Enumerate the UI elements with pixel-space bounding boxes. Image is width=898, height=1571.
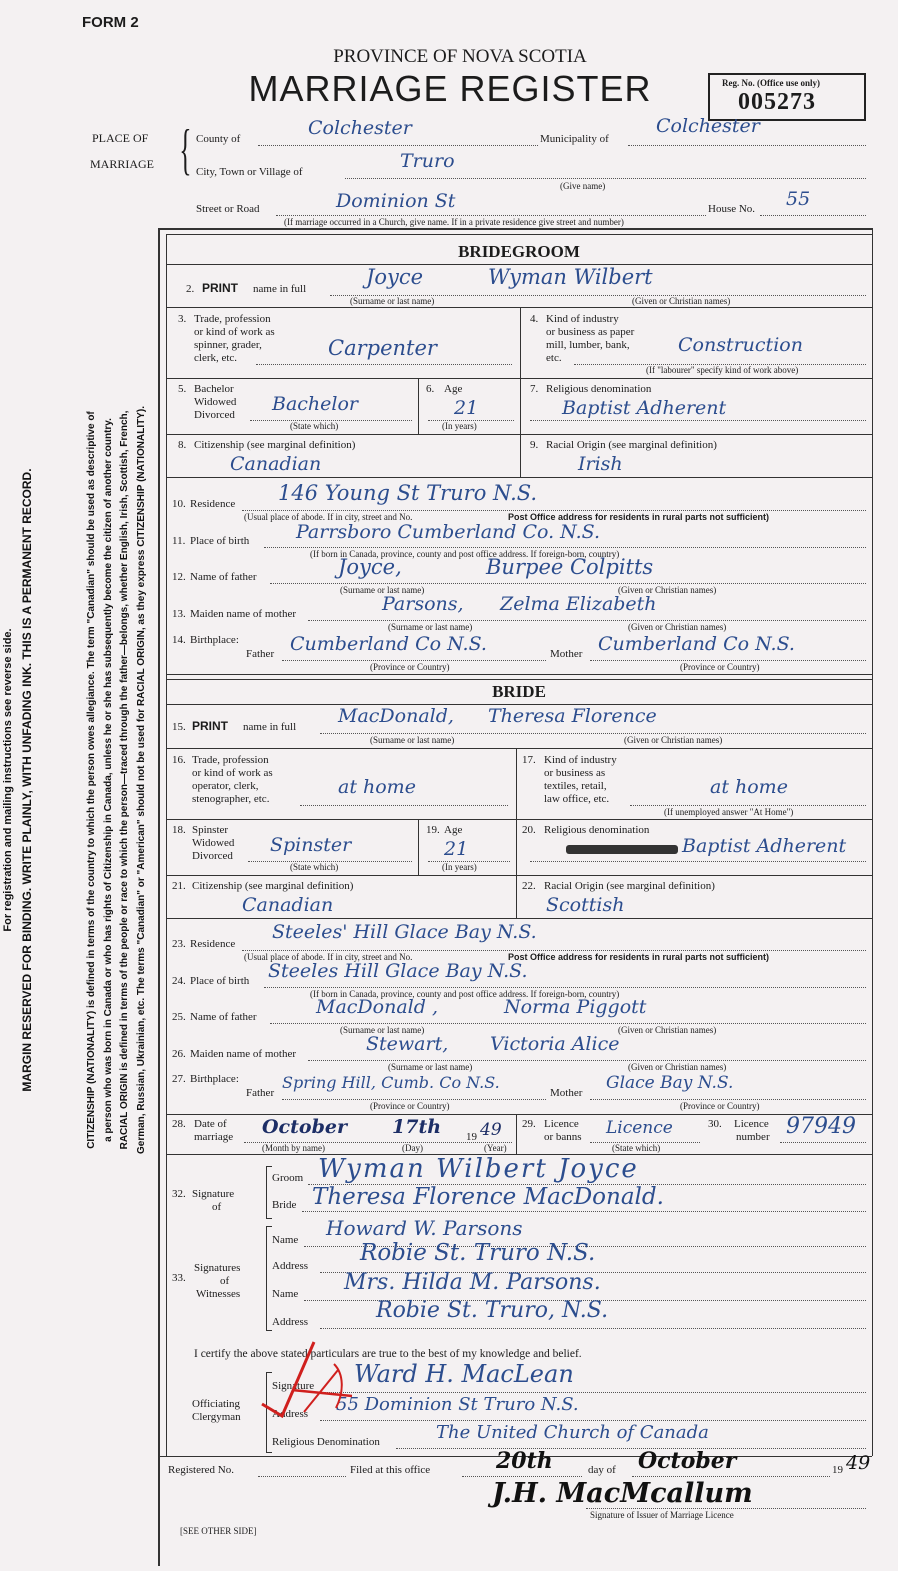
field-30-label: number: [736, 1131, 770, 1143]
bride-surname: MacDonald,: [338, 705, 454, 727]
bride-signature-label: Bride: [272, 1199, 297, 1211]
rule: [166, 1114, 872, 1115]
field-24-label: Place of birth: [190, 975, 250, 987]
filed-label: Filed at this office: [350, 1464, 431, 1476]
field-29-label: Licence: [544, 1118, 579, 1130]
field-7-label: Religious denomination: [546, 383, 652, 395]
rule: [302, 1211, 866, 1212]
field-33-label: Signatures: [194, 1262, 241, 1274]
city-line: [345, 178, 866, 179]
marriage-year: 49: [480, 1120, 502, 1140]
marriage-year-prefix: 19: [466, 1131, 477, 1143]
field-14-label: Birthplace:: [190, 634, 239, 646]
marriage-day: 17th: [392, 1116, 442, 1138]
birthplace-note: (If born in Canada, province, county and post office address. If foreign-born, country): [310, 989, 620, 999]
red-check-mark: [252, 1334, 362, 1434]
father-label: Father: [246, 648, 275, 660]
filed-year: 49: [846, 1452, 871, 1474]
place-of-label: PLACE OF: [92, 131, 149, 145]
field-18-label: Divorced: [192, 850, 233, 862]
house-label: House No.: [708, 203, 756, 215]
bride-birthplace: Steeles Hill Glace Bay N.S.: [268, 960, 528, 982]
field-16-label: Trade, profession: [192, 754, 269, 766]
rule: [270, 583, 866, 584]
field-25-number: 25.: [172, 1011, 186, 1023]
groom-father-birthplace: Cumberland Co N.S.: [290, 633, 487, 655]
rule: [516, 748, 517, 918]
issuer-caption: Signature of Issuer of Marriage Licence: [590, 1510, 734, 1520]
field-12-label: Name of father: [190, 571, 257, 583]
municipality-line: [628, 145, 866, 146]
field-22-number: 22.: [522, 880, 536, 892]
province-heading: PROVINCE OF NOVA SCOTIA: [333, 46, 587, 67]
witness-name-label: Name: [272, 1288, 299, 1300]
field-33-number: 33.: [172, 1272, 186, 1284]
rule: [266, 1452, 272, 1453]
field-19-label: Age: [444, 824, 463, 836]
field-29-number: 29.: [522, 1118, 536, 1130]
rule: [632, 1476, 830, 1477]
margin-line-1: MARGIN RESERVED FOR BINDING. WRITE PLAINLY, WITH UNFADING INK. THIS IS A PERMANENT RECORD.: [20, 468, 34, 1092]
street-line: [276, 215, 706, 216]
field-17-number: 17.: [522, 754, 536, 766]
field-20-number: 20.: [522, 824, 536, 836]
groom-father-surname: Joyce,: [338, 555, 402, 579]
field-18-number: 18.: [172, 824, 186, 836]
rule: [264, 987, 866, 988]
witness-name-label: Name: [272, 1234, 299, 1246]
field-4-label: etc.: [546, 352, 562, 364]
groom-mother-birthplace: Cumberland Co N.S.: [598, 633, 795, 655]
field-8-number: 8.: [178, 439, 187, 451]
groom-religion: Baptist Adherent: [562, 397, 727, 419]
reg-number: 005273: [738, 89, 816, 115]
field-18-label: Widowed: [192, 837, 235, 849]
residence-note-bold: Post Office address for residents in rural parts not sufficient): [508, 952, 770, 962]
field-12-number: 12.: [172, 571, 186, 583]
margin-line-4: a person who was born in Canada or who has rights of Citizenship in Canada, unless he or she has subsequently become the citizen of another country.: [102, 418, 114, 1142]
field-17-note: (If unemployed answer "At Home"): [664, 807, 794, 817]
field-5-label: Bachelor: [194, 383, 234, 395]
groom-citizenship: Canadian: [230, 453, 322, 475]
field-4-number: 4.: [530, 313, 539, 325]
given-caption: (Given or Christian names): [618, 585, 717, 595]
field-2-number: 2.: [186, 283, 195, 295]
rule: [166, 819, 872, 820]
bride-mother-surname: Stewart,: [366, 1033, 449, 1055]
rule: [462, 1476, 582, 1477]
years-caption: (In years): [442, 421, 477, 431]
bride-heading: BRIDE: [492, 682, 546, 701]
clergy-address: 55 Dominion St Truro N.S.: [336, 1394, 579, 1415]
given-caption: (Given or Christian names): [632, 296, 731, 306]
field-16-number: 16.: [172, 754, 186, 766]
city-label: City, Town or Village of: [196, 166, 303, 178]
clergy-signature: Ward H. MacLean: [354, 1360, 574, 1388]
bride-trade: at home: [338, 776, 416, 798]
field-4-label: or business as paper: [546, 326, 635, 338]
field-17-label: or business as: [544, 767, 606, 779]
rule: [166, 748, 872, 749]
field-4-label: Kind of industry: [546, 313, 619, 325]
field-27-number: 27.: [172, 1073, 186, 1085]
bride-residence: Steeles' Hill Glace Bay N.S.: [272, 921, 537, 943]
municipality-label: Municipality of: [540, 133, 609, 145]
county-line: [258, 145, 538, 146]
witness-2-address: Robie St. Truro, N.S.: [376, 1298, 609, 1323]
field-14-number: 14.: [172, 634, 186, 646]
field-13-label: Maiden name of mother: [190, 608, 296, 620]
bride-signature: Theresa Florence MacDonald.: [312, 1184, 664, 1210]
field-6-label: Age: [444, 383, 463, 395]
groom-given: Wyman Wilbert: [488, 265, 653, 289]
rule: [264, 547, 866, 548]
bride-racial: Scottish: [546, 894, 625, 916]
field-10-number: 10.: [172, 498, 186, 510]
rule: [166, 378, 872, 379]
rule: [266, 1218, 272, 1219]
field-17-label: textiles, retail,: [544, 780, 607, 792]
rule: [300, 805, 508, 806]
groom-father-given: Burpee Colpitts: [486, 555, 654, 579]
filed-day: 20th: [496, 1448, 553, 1474]
field-3-label: Trade, profession: [194, 313, 271, 325]
bride-father-surname: MacDonald ,: [316, 996, 438, 1018]
field-15-number: 15.: [172, 721, 186, 733]
rule: [166, 477, 872, 478]
surname-caption: (Surname or last name): [370, 735, 455, 745]
rule: [166, 679, 872, 680]
rule: [418, 819, 419, 876]
field-27-label: Birthplace:: [190, 1073, 239, 1085]
field-11-label: Place of birth: [190, 535, 250, 547]
field-3-label: spinner, grader,: [194, 339, 262, 351]
margin-line-2: For registration and mailing instructions see reverse side.: [2, 628, 14, 932]
county-value: Colchester: [308, 117, 412, 139]
clergy-signature-label: Signature: [272, 1380, 315, 1392]
day-of-label: day of: [588, 1464, 616, 1476]
field-5-label: Divorced: [194, 409, 235, 421]
field-30-label: Licence: [734, 1118, 769, 1130]
rule: [320, 1328, 866, 1329]
rule: [166, 674, 872, 675]
give-name-caption: (Give name): [560, 181, 606, 191]
field-2-print: PRINT: [202, 281, 238, 295]
issuer-signature: J.H. MacMcallum: [492, 1478, 753, 1509]
field-28-number: 28.: [172, 1118, 186, 1130]
field-20-label: Religious denomination: [544, 824, 650, 836]
rule: [780, 1142, 866, 1143]
filed-month: October: [638, 1448, 737, 1474]
province-caption: (Province or Country): [370, 662, 450, 672]
field-24-number: 24.: [172, 975, 186, 987]
rule: [242, 950, 866, 951]
rule: [308, 620, 866, 621]
rule: [242, 510, 866, 511]
county-label: County of: [196, 133, 241, 145]
groom-status: Bachelor: [272, 393, 359, 415]
bride-industry: at home: [710, 776, 788, 798]
bride-given: Theresa Florence: [488, 705, 657, 727]
rule: [166, 434, 872, 435]
field-33-label: Witnesses: [196, 1288, 241, 1300]
groom-surname: Joyce: [366, 265, 424, 289]
bride-mother-birthplace: Glace Bay N.S.: [606, 1073, 734, 1093]
witness-1-address: Robie St. Truro N.S.: [360, 1240, 596, 1266]
rule: [266, 1330, 272, 1331]
rule: [266, 1226, 267, 1330]
rule: [516, 1114, 517, 1154]
certification-statement: I certify the above stated particulars are true to the best of my knowledge and belief.: [194, 1348, 582, 1360]
bride-father-birthplace: Spring Hill, Cumb. Co N.S.: [282, 1073, 500, 1092]
field-16-label: operator, clerk,: [192, 780, 259, 792]
rule: [256, 364, 512, 365]
rule: [166, 307, 872, 308]
field-28-label: marriage: [194, 1131, 234, 1143]
month-caption: (Month by name): [262, 1143, 325, 1153]
reg-number-label: Reg. No. (Office use only): [722, 78, 820, 88]
filed-year-prefix: 19: [832, 1464, 843, 1476]
margin-line-5: RACIAL ORIGIN is defined in terms of the people or race to which the person—traced through the father—belongs, whether English, Irish, Scottish, French,: [119, 410, 130, 1150]
mother-label: Mother: [550, 1087, 583, 1099]
rule: [520, 307, 521, 477]
frame-top-inner: [166, 234, 872, 235]
margin-definitions: [84, 270, 164, 1290]
registered-no-label: Registered No.: [168, 1464, 234, 1476]
father-label: Father: [246, 1087, 275, 1099]
rule: [166, 918, 872, 919]
field-32-number: 32.: [172, 1188, 186, 1200]
day-caption: (Day): [402, 1143, 423, 1153]
margin-line-3: CITIZENSHIP (NATIONALITY) is defined in terms of the country to which the person owes allegiance. The term "Canadian" should be used as descriptive of: [86, 411, 97, 1149]
province-caption: (Province or Country): [680, 662, 760, 672]
city-value: Truro: [400, 150, 455, 172]
rule: [266, 1226, 272, 1227]
state-caption: (State which): [612, 1143, 661, 1153]
field-23-label: Residence: [190, 938, 236, 950]
struck-out-text: [566, 845, 678, 854]
margin-line-6: German, Russian, Ukrainian, etc. The terms "Canadian" or "American" should not be used for RACIAL ORIGIN, as they express CITIZENSHIP (NATIONALITY).: [135, 406, 147, 1155]
given-caption: (Given or Christian names): [628, 1062, 727, 1072]
field-4-label: mill, lumber, bank,: [546, 339, 630, 351]
frame-left-inner: [166, 234, 167, 1456]
field-8-label: Citizenship (see marginal definition): [194, 439, 356, 451]
field-21-number: 21.: [172, 880, 186, 892]
field-9-number: 9.: [530, 439, 539, 451]
groom-age: 21: [454, 397, 479, 419]
field-3-label: clerk, etc.: [194, 352, 238, 364]
witness-1-name: Howard W. Parsons: [326, 1216, 523, 1240]
groom-mother-given: Zelma Elizabeth: [500, 593, 657, 615]
form-number: FORM 2: [82, 14, 139, 31]
officiating-label: Clergyman: [192, 1411, 241, 1423]
field-25-label: Name of father: [190, 1011, 257, 1023]
field-7-number: 7.: [530, 383, 539, 395]
field-15-label: name in full: [243, 721, 297, 733]
rule: [282, 660, 546, 661]
witness-address-label: Address: [272, 1260, 309, 1272]
bridegroom-heading: BRIDEGROOM: [458, 242, 580, 261]
rule: [166, 875, 872, 876]
witness-2-name: Mrs. Hilda M. Parsons.: [344, 1270, 601, 1295]
field-11-number: 11.: [172, 535, 186, 547]
clergy-denomination-label: Religious Denomination: [272, 1436, 380, 1448]
given-caption: (Given or Christian names): [618, 1025, 717, 1035]
groom-birthplace: Parrsboro Cumberland Co. N.S.: [296, 521, 601, 543]
years-caption: (In years): [442, 862, 477, 872]
street-value: Dominion St: [336, 190, 456, 212]
field-6-number: 6.: [426, 383, 435, 395]
field-26-number: 26.: [172, 1048, 186, 1060]
groom-racial: Irish: [578, 453, 623, 475]
clergy-denomination: The United Church of Canada: [436, 1422, 709, 1443]
house-line: [760, 215, 866, 216]
province-caption: (Province or Country): [370, 1101, 450, 1111]
groom-signature: Wyman Wilbert Joyce: [318, 1154, 639, 1184]
field-5-number: 5.: [178, 383, 187, 395]
surname-caption: (Surname or last name): [340, 585, 425, 595]
state-caption: (State which): [290, 862, 339, 872]
groom-residence: 146 Young St Truro N.S.: [278, 481, 538, 505]
rule: [308, 1060, 866, 1061]
bride-status: Spinster: [270, 834, 352, 856]
rule: [630, 805, 866, 806]
field-16-label: stenographer, etc.: [192, 793, 270, 805]
field-13-number: 13.: [172, 608, 186, 620]
groom-trade: Carpenter: [328, 336, 437, 360]
field-9-label: Racial Origin (see marginal definition): [546, 439, 717, 451]
house-value: 55: [786, 188, 811, 210]
field-19-number: 19.: [426, 824, 440, 836]
rule: [418, 378, 419, 435]
rule: [282, 1099, 546, 1100]
licence-or-banns: Licence: [606, 1118, 673, 1138]
year-caption: (Year): [484, 1143, 507, 1153]
state-caption: (State which): [290, 421, 339, 431]
field-3-number: 3.: [178, 313, 187, 325]
field-17-label: Kind of industry: [544, 754, 617, 766]
rule: [324, 1392, 866, 1393]
rule: [530, 861, 866, 862]
field-32-label: Signature: [192, 1188, 235, 1200]
groom-industry: Construction: [678, 334, 803, 356]
field-21-label: Citizenship (see marginal definition): [192, 880, 354, 892]
licence-number: 97949: [786, 1114, 856, 1139]
frame-top: [158, 228, 872, 230]
given-caption: (Given or Christian names): [624, 735, 723, 745]
given-caption: (Given or Christian names): [628, 622, 727, 632]
bride-father-given: Norma Piggott: [504, 996, 647, 1018]
field-2-label: name in full: [253, 283, 307, 295]
surname-caption: (Surname or last name): [388, 1062, 473, 1072]
field-32-label: of: [212, 1201, 222, 1213]
clergy-address-label: Address: [272, 1408, 309, 1420]
groom-mother-surname: Parsons,: [382, 593, 464, 615]
field-10-label: Residence: [190, 498, 236, 510]
field-18-label: Spinster: [192, 824, 229, 836]
marriage-label: MARRIAGE: [90, 157, 155, 171]
residence-note: (Usual place of abode. If in city, street and No.: [244, 512, 413, 522]
street-label: Street or Road: [196, 203, 260, 215]
rule: [320, 733, 866, 734]
frame-right: [872, 228, 873, 1456]
rule: [530, 420, 866, 421]
reg-number-box: [708, 73, 866, 121]
bride-age: 21: [444, 838, 469, 860]
witness-address-label: Address: [272, 1316, 309, 1328]
rule: [590, 660, 866, 661]
field-15-print: PRINT: [192, 719, 228, 733]
field-22-label: Racial Origin (see marginal definition): [544, 880, 715, 892]
bride-religion: Baptist Adherent: [682, 835, 847, 857]
rule: [270, 1023, 866, 1024]
bride-citizenship: Canadian: [242, 894, 334, 916]
street-note: (If marriage occurred in a Church, give name. If in a private residence give street and number): [284, 217, 624, 227]
surname-caption: (Surname or last name): [350, 296, 435, 306]
birthplace-note: (If born in Canada, province, county and post office address. If foreign-born, country): [310, 549, 620, 559]
field-28-label: Date of: [194, 1118, 227, 1130]
marriage-month: October: [262, 1116, 347, 1138]
field-3-label: or kind of work as: [194, 326, 275, 338]
see-other-side: [SEE OTHER SIDE]: [180, 1526, 257, 1536]
rule: [258, 1476, 346, 1477]
municipality-value: Colchester: [656, 115, 760, 137]
field-23-number: 23.: [172, 938, 186, 950]
field-29-label: or banns: [544, 1131, 582, 1143]
field-5-label: Widowed: [194, 396, 237, 408]
field-4-note: (If "labourer" specify kind of work above): [646, 365, 799, 375]
rule: [396, 1448, 866, 1449]
surname-caption: (Surname or last name): [388, 622, 473, 632]
field-17-label: law office, etc.: [544, 793, 610, 805]
officiating-label: Officiating: [192, 1398, 241, 1410]
rule: [266, 1166, 267, 1218]
groom-signature-label: Groom: [272, 1172, 304, 1184]
rule: [590, 1099, 866, 1100]
rule: [266, 1166, 272, 1167]
field-16-label: or kind of work as: [192, 767, 273, 779]
surname-caption: (Surname or last name): [340, 1025, 425, 1035]
province-caption: (Province or Country): [680, 1101, 760, 1111]
residence-note-bold: Post Office address for residents in rural parts not sufficient): [508, 512, 770, 522]
brace: {: [179, 119, 192, 181]
mother-label: Mother: [550, 648, 583, 660]
field-26-label: Maiden name of mother: [190, 1048, 296, 1060]
field-33-label: of: [220, 1275, 230, 1287]
bride-mother-given: Victoria Alice: [490, 1033, 620, 1055]
residence-note: (Usual place of abode. If in city, street and No.: [244, 952, 413, 962]
register-title: MARRIAGE REGISTER: [248, 68, 652, 109]
rule: [586, 1508, 866, 1509]
rule: [320, 1420, 866, 1421]
field-30-number: 30.: [708, 1118, 722, 1130]
